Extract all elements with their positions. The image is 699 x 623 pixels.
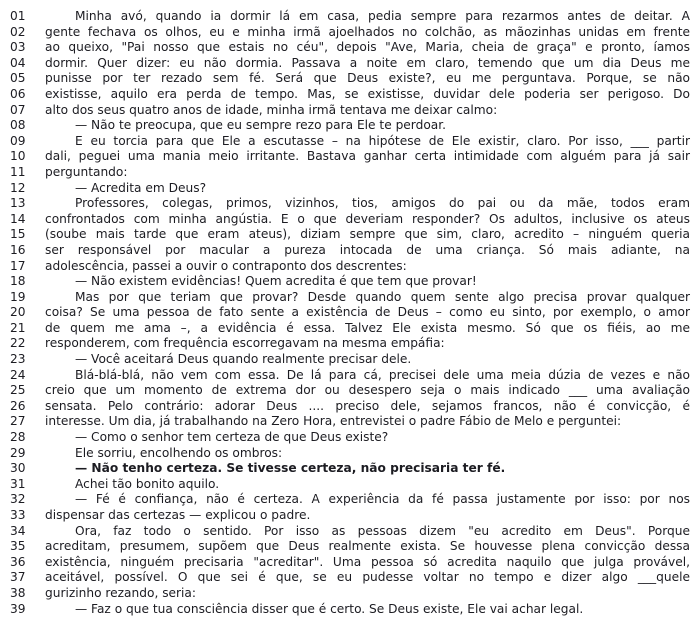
passage-line bbox=[10, 321, 690, 337]
line-number: 33 bbox=[10, 508, 26, 522]
line-number: 06 bbox=[10, 86, 26, 101]
line-text: creio que um momento de extrema dor ou desespero seja o mais indicado ___ uma avaliação bbox=[45, 383, 690, 398]
line-text: — Não existem evidências! Quem acredita é que tem que provar! bbox=[75, 274, 477, 289]
passage-line bbox=[10, 602, 690, 618]
passage-line bbox=[10, 25, 690, 41]
passage-line bbox=[10, 586, 690, 602]
passage-line bbox=[10, 212, 690, 228]
line-text: responderem, com frequência escorregavam na mesma empáfia: bbox=[45, 336, 445, 351]
line-text: dali, peguei uma mania meio irritante. Bastava ganhar certa intimidade com alguém para já sair bbox=[45, 149, 690, 164]
line-number: 05 bbox=[10, 71, 26, 86]
line-number: 38 bbox=[10, 585, 26, 600]
line-text: — Fé é confiança, não é certeza. A experiência da fé passa justamente por isso: por nos bbox=[75, 492, 690, 507]
passage-line bbox=[10, 446, 690, 462]
passage-line bbox=[10, 40, 690, 56]
line-number: 11 bbox=[10, 164, 26, 179]
passage-line bbox=[10, 524, 690, 540]
line-text: — Você aceitará Deus quando realmente precisar dele. bbox=[75, 352, 412, 367]
line-number: 10 bbox=[10, 149, 26, 164]
passage-line bbox=[10, 368, 690, 384]
line-text: Achei tão bonito aquilo. bbox=[75, 476, 220, 491]
line-text: gurizinho rezando, seria: bbox=[45, 585, 197, 600]
line-number: 34 bbox=[10, 523, 26, 538]
passage-line bbox=[10, 539, 690, 555]
passage-line bbox=[10, 259, 690, 275]
line-text: Minha avó, quando ia dormir lá em casa, pedia sempre para rezarmos antes de deitar. A bbox=[75, 9, 690, 23]
line-text: — Não tenho certeza. Se tivesse certeza, não precisaria ter fé. bbox=[75, 461, 506, 476]
line-number: 02 bbox=[10, 24, 26, 39]
passage-line bbox=[10, 227, 690, 243]
passage-line bbox=[10, 149, 690, 165]
passage-line bbox=[10, 118, 690, 134]
passage-line bbox=[10, 430, 690, 446]
passage-line bbox=[10, 134, 690, 150]
line-text: — Como o senhor tem certeza de que Deus existe? bbox=[75, 430, 389, 445]
line-number: 01 bbox=[10, 9, 26, 23]
line-text: Blá-blá-blá, não vem com essa. De lá para cá, precisei dele uma meia dúzia de vezes e não bbox=[75, 367, 690, 382]
line-number: 19 bbox=[10, 289, 26, 304]
line-text: — Não te preocupa, que eu sempre rezo para Ele te perdoar. bbox=[75, 118, 447, 133]
line-text: ser responsável por macular a pureza intocada de uma criança. Só mais adiante, na bbox=[45, 242, 690, 257]
line-number: 37 bbox=[10, 570, 26, 585]
line-number: 28 bbox=[10, 430, 26, 445]
passage-line bbox=[10, 555, 690, 571]
passage-line bbox=[10, 274, 690, 290]
line-text: punisse por ter rezado sem fé. Será que Deus existe?, eu me perguntava. Porque, se não bbox=[45, 71, 690, 86]
line-number: 25 bbox=[10, 383, 26, 398]
line-text: sensata. Pelo contrário: adorar Deus .... preciso dele, sejamos francos, não é convicção, é bbox=[45, 398, 690, 413]
passage-line bbox=[10, 9, 690, 25]
passage-line bbox=[10, 243, 690, 259]
passage-line bbox=[10, 336, 690, 352]
passage-line bbox=[10, 290, 690, 306]
line-text: (soube mais tarde que eram ateus), diziam sempre que sim, claro, acredito – ninguém queria bbox=[45, 227, 690, 242]
line-text: confrontados com minha angústia. E o que deveriam responder? Os adultos, inclusive os ateus bbox=[45, 211, 690, 226]
passage-line bbox=[10, 103, 690, 119]
line-text: dispensar das certezas — explicou o padre. bbox=[45, 508, 311, 522]
line-number: 31 bbox=[10, 476, 26, 491]
line-number: 32 bbox=[10, 492, 26, 507]
passage-line bbox=[10, 461, 690, 477]
passage-line bbox=[10, 492, 690, 508]
line-text: interesse. Um dia, já trabalhando na Zero Hora, entrevistei o padre Fábio de Melo e perguntei: bbox=[45, 414, 622, 429]
passage-line bbox=[10, 56, 690, 72]
passage-line bbox=[10, 352, 690, 368]
line-text: — Faz o que tua consciência disser que é certo. Se Deus existe, Ele vai achar legal. bbox=[75, 601, 584, 616]
line-number: 12 bbox=[10, 180, 26, 195]
line-text: Mas por que teriam que provar? Desde quando quem sente algo precisa provar qualquer bbox=[75, 289, 690, 304]
passage-line bbox=[10, 383, 690, 399]
line-text: alto dos seus quatro anos de idade, minha irmã tentava me deixar calmo: bbox=[45, 102, 498, 117]
passage bbox=[10, 9, 690, 617]
line-text: — Acredita em Deus? bbox=[75, 180, 207, 195]
line-text: Ora, faz todo o sentido. Por isso as pessoas dizem "eu acredito em Deus". Porque bbox=[75, 523, 690, 538]
line-number: 20 bbox=[10, 305, 26, 320]
line-text: adolescência, passei a ouvir o contraponto dos descrentes: bbox=[45, 258, 407, 273]
line-text: E eu torcia para que Ele a escutasse – na hipótese de Ele existir, claro. Por isso, ___ partir bbox=[75, 133, 690, 148]
line-number: 29 bbox=[10, 445, 26, 460]
line-number: 23 bbox=[10, 352, 26, 367]
line-text: acreditam, presumem, supõem que Deus realmente exista. Se houvesse plena convicção dessa bbox=[45, 539, 690, 554]
line-number: 35 bbox=[10, 539, 26, 554]
line-number: 04 bbox=[10, 55, 26, 70]
passage-line bbox=[10, 165, 690, 181]
line-text: ao queixo, "Pai nosso que estais no céu", depois "Ave, Maria, cheia de graça" e pronto, íamos bbox=[45, 40, 690, 55]
line-number: 13 bbox=[10, 196, 26, 211]
line-text: Ele sorriu, encolhendo os ombros: bbox=[75, 445, 283, 460]
line-number: 18 bbox=[10, 274, 26, 289]
line-text: dormir. Quer dizer: eu não dormia. Passava a noite em claro, temendo que um dia Deus me bbox=[45, 55, 690, 70]
line-number: 22 bbox=[10, 336, 26, 351]
passage-line bbox=[10, 71, 690, 87]
line-number: 07 bbox=[10, 102, 26, 117]
line-number: 30 bbox=[10, 461, 26, 476]
passage-line bbox=[10, 477, 690, 493]
line-number: 26 bbox=[10, 398, 26, 413]
passage-line bbox=[10, 570, 690, 586]
line-text: perguntando: bbox=[45, 164, 128, 179]
passage-line bbox=[10, 196, 690, 212]
line-number: 09 bbox=[10, 133, 26, 148]
passage-line bbox=[10, 399, 690, 415]
passage-line bbox=[10, 87, 690, 103]
line-number: 03 bbox=[10, 40, 26, 55]
passage-line bbox=[10, 414, 690, 430]
line-text: de quem me ama –, a evidência é essa. Talvez Ele exista mesmo. Só que os fiéis, ao me bbox=[45, 320, 690, 335]
line-number: 15 bbox=[10, 227, 26, 242]
line-text: gente fechava os olhos, eu e minha irmã ajoelhados no colchão, as mãozinhas unidas em frente bbox=[45, 24, 690, 39]
line-number: 39 bbox=[10, 601, 26, 616]
line-number: 24 bbox=[10, 367, 26, 382]
line-number: 21 bbox=[10, 320, 26, 335]
line-text: aceitável, possível. O que sei é que, se eu pudesse voltar no tempo e dizer algo ___quele bbox=[45, 570, 690, 585]
line-text: Professores, colegas, primos, vizinhos, tios, amigos do pai ou da mãe, todos eram bbox=[75, 196, 690, 211]
line-number: 27 bbox=[10, 414, 26, 429]
line-number: 08 bbox=[10, 118, 26, 133]
line-text: existência, ninguém precisaria "acreditar". Uma pessoa só acredita naquilo que julga provável, bbox=[45, 554, 690, 569]
passage-line bbox=[10, 508, 690, 524]
line-number: 16 bbox=[10, 242, 26, 257]
line-number: 36 bbox=[10, 554, 26, 569]
line-text: existisse, aquilo era perda de tempo. Mas, se existisse, duvidar dele poderia ser perigoso. Do bbox=[45, 86, 690, 101]
line-text: coisa? Se uma pessoa de fato sente a existência de Deus – como eu sinto, por exemplo, o amor bbox=[45, 305, 690, 320]
line-number: 17 bbox=[10, 258, 26, 273]
passage-line bbox=[10, 305, 690, 321]
passage-line bbox=[10, 181, 690, 197]
line-number: 14 bbox=[10, 211, 26, 226]
